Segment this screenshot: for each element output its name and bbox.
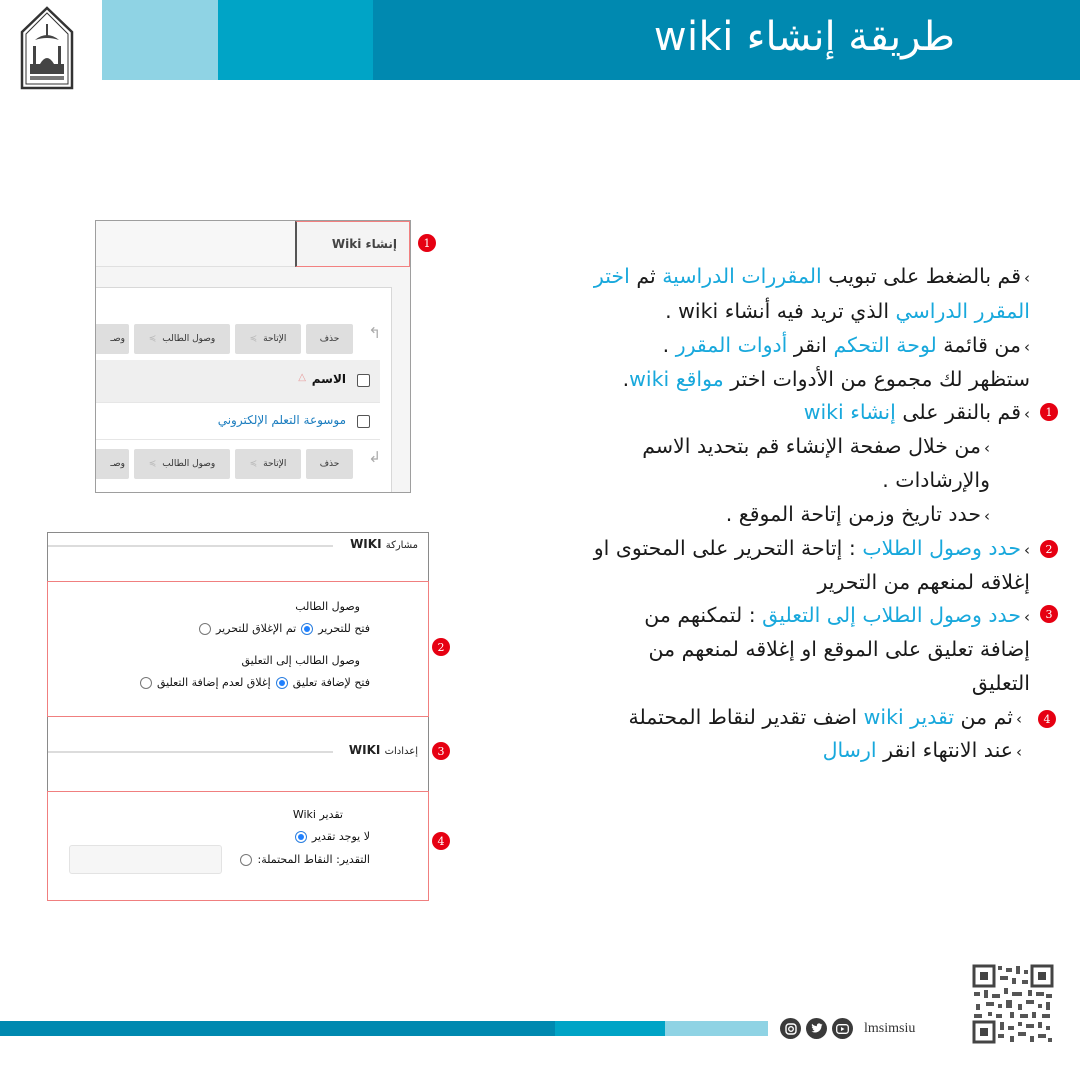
radio-open-editing[interactable] xyxy=(301,623,313,635)
footer-bar-mid xyxy=(555,1021,665,1036)
bullet-icon: › xyxy=(1016,710,1022,728)
student-access-label: وصول الطالب xyxy=(295,600,360,613)
instruction-line-8 xyxy=(726,498,990,533)
step-badge-3: 3 xyxy=(1040,605,1058,623)
instagram-icon[interactable] xyxy=(780,1018,801,1039)
availability-button[interactable] xyxy=(235,449,301,479)
option-open-editing: فتح للتحرير xyxy=(318,622,370,635)
highlight-create-wiki: إنشاء wiki xyxy=(803,400,896,424)
student-access-highlight xyxy=(47,581,429,717)
step-badge-1: 1 xyxy=(1040,403,1058,421)
instruction-line-9 xyxy=(594,532,1030,567)
university-logo xyxy=(18,6,76,90)
instruction-line-6 xyxy=(642,430,990,465)
radio-open-comments[interactable] xyxy=(276,677,288,689)
settings-section-title xyxy=(349,743,418,757)
header-bar-mid xyxy=(218,0,373,80)
student-access-label: وصول الطالب xyxy=(162,334,216,344)
availability-label: الإتاحة xyxy=(263,334,287,344)
availability-button[interactable] xyxy=(235,324,301,354)
arrow-down-icon: ↲ xyxy=(368,448,381,466)
more-button[interactable] xyxy=(95,324,129,354)
select-all-checkbox[interactable] xyxy=(357,374,370,387)
youtube-icon[interactable] xyxy=(832,1018,853,1039)
highlight-courses-tab: المقررات الدراسية xyxy=(662,264,822,288)
footer-bar-dark xyxy=(0,1021,555,1036)
text: والإرشادات . xyxy=(882,468,990,492)
availability-label: الإتاحة xyxy=(263,459,287,469)
instruction-line-13 xyxy=(972,667,1030,700)
name-column-header[interactable]: الاسم xyxy=(311,372,346,386)
instruction-line-1 xyxy=(594,260,1030,295)
action-toolbar-top xyxy=(95,324,353,354)
highlight-course-tools: أدوات المقرر xyxy=(675,333,788,357)
wiki-settings-screenshot xyxy=(47,532,429,900)
more-button[interactable] xyxy=(95,449,129,479)
header-bar-light xyxy=(102,0,218,80)
delete-label: حذف xyxy=(319,459,340,469)
sort-triangle-icon[interactable]: △ xyxy=(298,372,306,383)
instruction-line-15 xyxy=(823,734,1022,769)
social-handle[interactable]: lmsimsiu xyxy=(864,1020,916,1036)
text: من خلال صفحة الإنشاء قم بتحديد الاسم xyxy=(642,434,981,458)
text: . xyxy=(662,333,676,357)
delete-button[interactable] xyxy=(306,449,353,479)
create-wiki-label: إنشاء Wiki xyxy=(331,237,397,251)
step-badge-2: 2 xyxy=(1040,540,1058,558)
grading-label: تقدير Wiki xyxy=(292,808,343,821)
highlight-control-panel: لوحة التحكم xyxy=(833,333,937,357)
highlight-student-access: حدد وصول الطلاب xyxy=(862,536,1021,560)
highlight-submit: ارسال xyxy=(822,738,877,762)
qr-code[interactable] xyxy=(972,964,1054,1044)
text: انقر xyxy=(787,333,834,357)
more-label: وصـ xyxy=(110,459,125,469)
text: قم بالنقر على xyxy=(895,400,1021,424)
comment-access-options xyxy=(140,676,370,689)
list-item xyxy=(96,402,380,440)
instruction-line-2 xyxy=(665,295,1030,328)
text: قم بالضغط على تبويب xyxy=(821,264,1021,288)
radio-closed-comments[interactable] xyxy=(140,677,152,689)
text: الذي تريد فيه أنشاء wiki . xyxy=(665,299,896,323)
instruction-line-11 xyxy=(644,599,1030,634)
text: اضف تقدير لنقاط المحتملة xyxy=(628,705,864,729)
instruction-line-4 xyxy=(623,363,1030,396)
no-grading-option xyxy=(295,830,370,843)
highlight-choose: اختر xyxy=(593,264,630,288)
option-closed-editing: تم الإغلاق للتحرير xyxy=(216,622,297,635)
option-open-comments: فتح لإضافة تعليق xyxy=(292,676,370,689)
text: . xyxy=(622,367,630,391)
instruction-line-14 xyxy=(629,701,1022,736)
callout-badge-2: 2 xyxy=(432,638,450,656)
wiki-link[interactable]: موسوعة التعلم الإلكتروني xyxy=(217,413,346,427)
instruction-line-10 xyxy=(817,566,1030,599)
item-checkbox[interactable] xyxy=(357,415,370,428)
possible-points-input[interactable] xyxy=(69,845,222,874)
step-badge-4: 4 xyxy=(1038,710,1056,728)
callout-badge-1: 1 xyxy=(418,234,436,252)
bullet-icon: › xyxy=(1024,405,1030,423)
callout-badge-4: 4 xyxy=(432,832,450,850)
text: : لتمكنهم من xyxy=(644,603,763,627)
sharing-word: WIKI xyxy=(350,537,382,551)
text: ثم xyxy=(629,264,663,288)
instruction-line-7 xyxy=(882,464,990,497)
social-links xyxy=(780,1018,915,1039)
radio-points-grading[interactable] xyxy=(240,854,252,866)
option-points-grading: التقدير: النقاط المحتملة: xyxy=(257,853,370,866)
chevron-down-icon: ≽ xyxy=(148,459,157,469)
text: من قائمة xyxy=(936,333,1021,357)
chevron-down-icon: ≽ xyxy=(148,334,157,344)
instruction-line-3 xyxy=(663,329,1030,364)
bullet-icon: › xyxy=(984,507,990,525)
comment-access-label: وصول الطالب إلى التعليق xyxy=(241,654,360,667)
text: : إتاحة التحرير على المحتوى او xyxy=(593,536,863,560)
section-divider xyxy=(48,751,333,753)
highlight-comment-access: حدد وصول الطلاب إلى التعليق xyxy=(762,603,1021,627)
text: ثم من xyxy=(954,705,1013,729)
settings-word: WIKI xyxy=(348,743,381,757)
option-closed-comments: إغلاق لعدم إضافة التعليق xyxy=(156,676,271,689)
create-wiki-tab[interactable] xyxy=(295,221,410,267)
instruction-line-12 xyxy=(648,633,1030,666)
list-header-row xyxy=(96,360,380,402)
option-no-grading: لا يوجد تقدير xyxy=(311,830,370,843)
student-access-label: وصول الطالب xyxy=(162,459,216,469)
bullet-icon: › xyxy=(984,439,990,457)
chevron-down-icon: ≽ xyxy=(249,334,258,344)
bullet-icon: › xyxy=(1024,541,1030,559)
delete-button[interactable] xyxy=(306,324,353,354)
text: التعليق xyxy=(971,671,1030,695)
highlight-wiki-sites: مواقع wiki xyxy=(629,367,724,391)
highlight-wiki-grading: تقدير wiki xyxy=(863,705,955,729)
bullet-icon: › xyxy=(1016,743,1022,761)
wiki-list-screenshot xyxy=(95,220,411,493)
radio-closed-editing[interactable] xyxy=(199,623,211,635)
section-divider xyxy=(48,545,333,547)
text: عند الانتهاء انقر xyxy=(876,738,1013,762)
bullet-icon: › xyxy=(1024,608,1030,626)
wiki-list-panel xyxy=(96,287,392,493)
highlight-course: المقرر الدراسي xyxy=(895,299,1030,323)
instruction-line-5 xyxy=(804,396,1030,431)
bullet-icon: › xyxy=(1024,269,1030,287)
text: إغلاقه لمنعهم من التحرير xyxy=(817,570,1030,594)
action-toolbar-bottom xyxy=(95,449,353,479)
text: ستظهر لك مجموع من الأدوات اختر xyxy=(723,367,1030,391)
sharing-section-title xyxy=(350,537,418,551)
twitter-icon[interactable] xyxy=(806,1018,827,1039)
chevron-down-icon: ≽ xyxy=(249,459,258,469)
callout-badge-3: 3 xyxy=(432,742,450,760)
text: إضافة تعليق على الموقع او إغلاقه لمنعهم من xyxy=(648,637,1030,661)
sharing-prefix: مشاركة xyxy=(385,540,418,551)
radio-no-grading[interactable] xyxy=(295,831,307,843)
settings-prefix: إعدادات xyxy=(384,746,418,757)
student-access-options xyxy=(199,622,370,635)
arrow-up-icon: ↰ xyxy=(368,324,381,342)
text: حدد تاريخ وزمن إتاحة الموقع . xyxy=(725,502,981,526)
bullet-icon: › xyxy=(1024,338,1030,356)
more-label: وصـ xyxy=(110,334,125,344)
points-grading-option xyxy=(240,853,370,866)
delete-label: حذف xyxy=(319,334,340,344)
footer-bar-light xyxy=(665,1021,768,1036)
page-title: طريقة إنشاء wiki xyxy=(653,14,955,60)
student-access-button[interactable] xyxy=(134,324,230,354)
student-access-button[interactable] xyxy=(134,449,230,479)
